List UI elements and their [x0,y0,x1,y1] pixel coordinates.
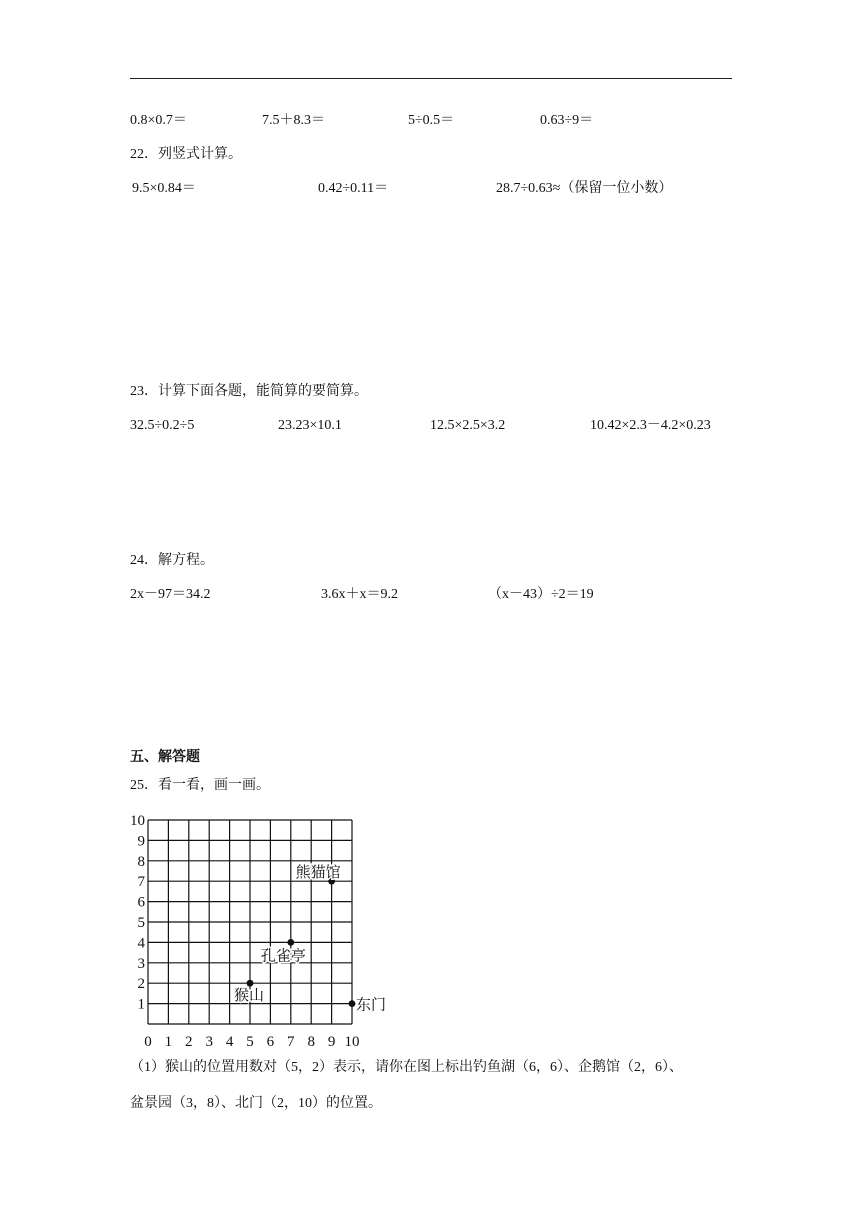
y-tick-label: 1 [137,996,145,1013]
x-tick-label: 0 [144,1034,152,1050]
header-rule [130,78,732,79]
x-tick-label: 4 [225,1034,234,1050]
question-24-item-2: 3.6x＋x＝9.2 [321,587,398,602]
coordinate-grid-svg [126,810,406,1050]
x-tick-label: 6 [266,1034,275,1050]
x-tick-label: 9 [327,1034,336,1050]
location-label: 东门 [356,997,387,1014]
y-tick-label: 6 [137,894,145,911]
y-tick-label: 8 [137,853,145,870]
location-point [287,939,294,946]
question-23-item-3: 12.5×2.5×3.2 [430,418,506,433]
calc-item-2: 7.5＋8.3＝ [262,113,325,128]
calc-item-4: 0.63÷9＝ [540,113,594,128]
question-23-item-1: 32.5÷0.2÷5 [130,418,195,433]
x-tick-label: 7 [287,1034,295,1050]
question-23-item-2: 23.23×10.1 [278,418,342,433]
question-23-item-4: 10.42×2.3－4.2×0.23 [590,418,711,433]
calc-item-1: 0.8×0.7＝ [130,113,187,128]
coordinate-grid [126,810,406,1050]
question-22-item-2: 0.42÷0.11＝ [318,181,389,196]
question-23-title: 23．计算下面各题，能简算的要简算。 [130,384,368,399]
location-label: 孔雀亭 [260,948,306,965]
question-22-title: 22．列竖式计算。 [130,147,242,162]
x-tick-label: 2 [185,1034,193,1050]
y-tick-label: 5 [137,915,145,931]
y-tick-label: 10 [130,813,145,829]
x-tick-label: 8 [307,1034,315,1050]
location-label: 熊猫馆 [295,865,341,882]
question-22-item-3: 28.7÷0.63≈（保留一位小数） [496,181,673,196]
question-25-sub1-line1: （1）猴山的位置用数对（5，2）表示，请你在图上标出钓鱼湖（6，6）、企鹅馆（2，6）、 [130,1060,683,1075]
y-tick-label: 3 [137,955,145,972]
x-tick-label: 3 [205,1034,213,1050]
location-label: 猴山 [234,988,265,1005]
x-tick-label: 10 [344,1034,360,1050]
y-tick-label: 7 [137,874,145,891]
question-24-item-1: 2x－97＝34.2 [130,587,211,602]
question-24-item-3: （x－43）÷2＝19 [488,587,594,602]
question-24-title: 24．解方程。 [130,553,214,568]
question-25-title: 25．看一看，画一画。 [130,778,270,793]
question-25-sub1-line2: 盆景园（3，8）、北门（2，10）的位置。 [130,1096,382,1111]
x-tick-label: 5 [246,1034,254,1050]
y-tick-label: 9 [137,833,145,850]
calc-item-3: 5÷0.5＝ [408,113,455,128]
y-tick-label: 4 [137,935,145,952]
y-tick-label: 2 [137,976,145,993]
x-tick-label: 1 [164,1034,173,1050]
section-5-title: 五、解答题 [130,750,200,765]
location-point [349,1000,356,1007]
location-point [247,980,254,987]
question-22-item-1: 9.5×0.84＝ [132,181,196,196]
